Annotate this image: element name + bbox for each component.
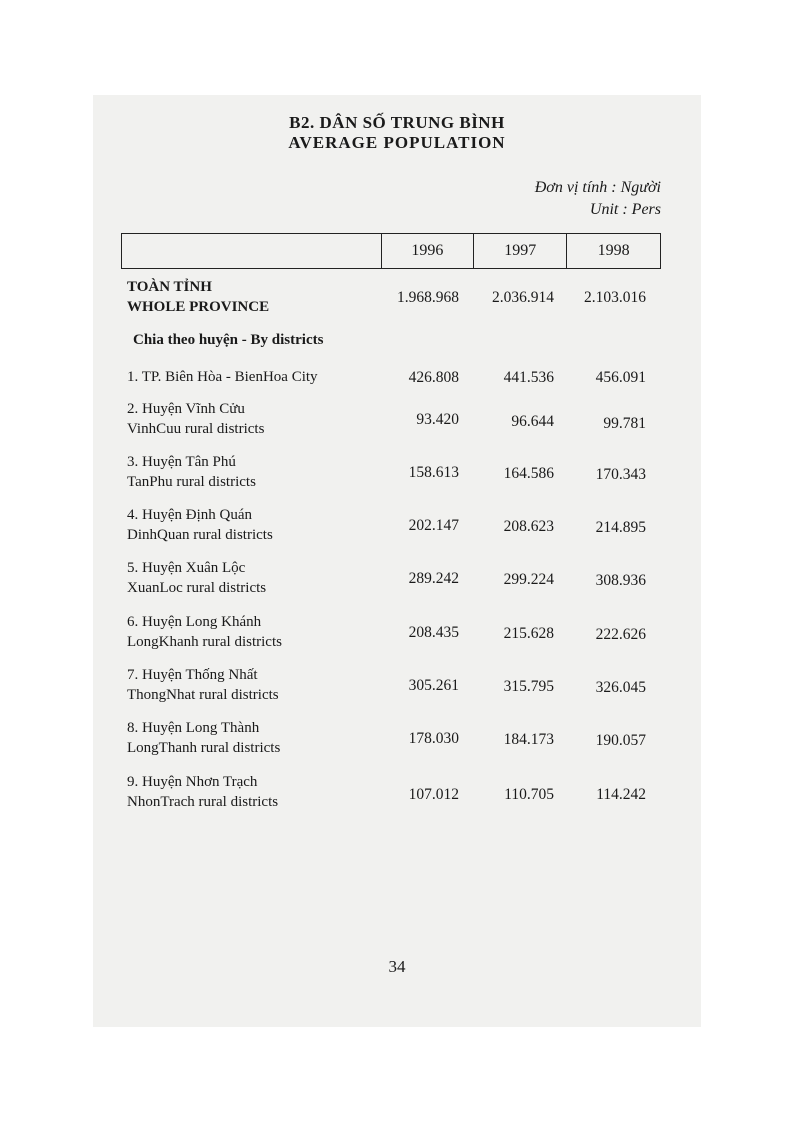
district-value-1997: 184.173 <box>503 731 554 748</box>
district-value-1997: 164.586 <box>503 465 554 482</box>
district-name: 2. Huyện Vĩnh Cửu <box>127 401 245 417</box>
unit-label-en: Unit : Pers <box>589 201 661 218</box>
district-value-1998: 326.045 <box>595 679 646 696</box>
district-value-1998: 222.626 <box>595 626 646 643</box>
district-name: 3. Huyện Tân Phú <box>127 454 236 470</box>
district-name: 4. Huyện Định Quán <box>127 507 252 523</box>
district-value-1998: 99.781 <box>603 415 646 432</box>
section-heading: Chia theo huyện - By districts <box>133 332 324 348</box>
district-name-en: LongThanh rural districts <box>127 740 281 756</box>
header-year-1996: 1996 <box>382 234 475 268</box>
district-name-en: ThongNhat rural districts <box>127 687 279 703</box>
district-name-en: DinhQuan rural districts <box>127 527 273 543</box>
whole-province-label-en: WHOLE PROVINCE <box>127 299 270 315</box>
district-value-1998: 308.936 <box>595 572 646 589</box>
header-blank-cell <box>122 234 382 268</box>
whole-value-1997: 2.036.914 <box>492 289 554 306</box>
district-value-1996: 289.242 <box>408 570 459 587</box>
district-name: 9. Huyện Nhơn Trạch <box>127 774 258 790</box>
district-value-1997: 441.536 <box>503 369 554 386</box>
district-name-en: NhonTrach rural districts <box>127 794 279 810</box>
district-value-1997: 208.623 <box>503 518 554 535</box>
district-name-en: LongKhanh rural districts <box>127 634 282 650</box>
district-value-1996: 178.030 <box>408 730 459 747</box>
district-value-1997: 299.224 <box>503 571 554 588</box>
district-row <box>93 452 701 492</box>
district-value-1996: 305.261 <box>408 677 459 694</box>
district-name: 7. Huyện Thống Nhất <box>127 667 258 683</box>
table-title-vi: B2. DÂN SỐ TRUNG BÌNH <box>289 113 505 132</box>
page-number: 34 <box>388 957 406 976</box>
district-row <box>93 718 701 758</box>
district-name: 1. TP. Biên Hòa - BienHoa City <box>127 369 318 385</box>
district-value-1996: 202.147 <box>408 517 459 534</box>
district-value-1996: 158.613 <box>408 464 459 481</box>
district-name-en: VinhCuu rural districts <box>127 421 265 437</box>
district-row <box>93 665 701 705</box>
district-row <box>93 505 701 545</box>
unit-label-vi: Đơn vị tính : Người <box>534 179 661 196</box>
district-name-en: XuanLoc rural districts <box>127 580 267 596</box>
district-row <box>93 772 701 812</box>
whole-province-row <box>93 277 701 317</box>
district-value-1996: 426.808 <box>408 369 459 386</box>
district-value-1998: 170.343 <box>595 466 646 483</box>
whole-province-label-vi: TOÀN TỈNH <box>127 279 212 295</box>
district-value-1996: 208.435 <box>408 624 459 641</box>
district-value-1997: 315.795 <box>503 678 554 695</box>
district-value-1996: 93.420 <box>416 411 459 428</box>
district-row <box>93 558 701 598</box>
district-value-1996: 107.012 <box>408 786 459 803</box>
district-name: 5. Huyện Xuân Lộc <box>127 560 246 576</box>
district-value-1998: 114.242 <box>596 786 646 803</box>
district-name: 8. Huyện Long Thành <box>127 720 260 736</box>
district-row <box>93 399 701 439</box>
district-value-1997: 96.644 <box>511 413 554 430</box>
district-value-1998: 214.895 <box>595 519 646 536</box>
whole-value-1996: 1.968.968 <box>397 289 459 306</box>
district-row <box>93 612 701 652</box>
page-sheet <box>93 95 701 1027</box>
table-header <box>121 233 661 269</box>
table-title-en: AVERAGE POPULATION <box>288 133 506 152</box>
district-value-1998: 190.057 <box>595 732 646 749</box>
district-value-1997: 110.705 <box>504 786 554 803</box>
district-value-1997: 215.628 <box>503 625 554 642</box>
district-value-1998: 456.091 <box>595 369 646 386</box>
whole-value-1998: 2.103.016 <box>584 289 646 306</box>
district-name-en: TanPhu rural districts <box>127 474 256 490</box>
header-year-1997: 1997 <box>474 234 567 268</box>
district-name: 6. Huyện Long Khánh <box>127 614 262 630</box>
header-year-1998: 1998 <box>597 242 630 259</box>
